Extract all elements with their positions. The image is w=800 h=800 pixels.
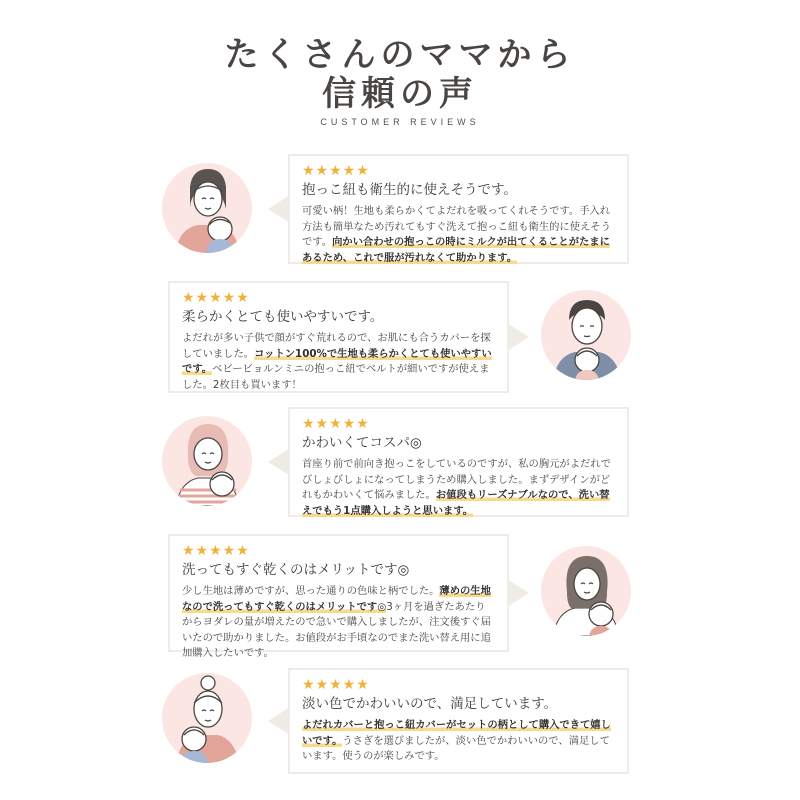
rating-stars: ★★★★★ [302,416,370,432]
mother-with-baby-icon [162,416,252,506]
review-highlight: お値段もリーズナブルなので、洗い替えでもう1点購入しようと思います。 [302,489,610,517]
review-heading: 柔らかくとても使いやすいです。 [182,309,384,325]
review-highlight: 薄めの生地なので洗ってもすぐ乾くのはメリットです◎ [182,585,491,613]
review-avatar-2 [541,290,631,380]
review-text: 首座り前で前向き抱っこをしているのですが、私の胸元がよだれでびしょびしょになってしまうため購入しました。まずデザインがどれもかわいくて悩みました。 [302,458,611,502]
review-text: ベビービョルンミニの抱っこ紐でベルトが細いですが使えました。2枚目も買います！ [182,363,490,391]
rating-stars: ★★★★★ [182,543,250,559]
mother-with-baby-icon [162,673,252,763]
review-body [302,718,615,765]
review-body [302,457,615,519]
mother-with-baby-icon [541,546,631,636]
review-card-3 [288,407,629,517]
page-title-line1: たくさんのママから [224,35,576,75]
review-text: 少し生地は薄めですが、思った通りの色味と柄でした。 [182,585,440,597]
review-body [182,584,495,662]
review-avatar-4 [541,546,631,636]
review-text: 可愛い柄！生地も柔らかくてよだれを吸ってくれそうです。手入れ方法も簡単なため汚れてもすぐ洗えて抱っこ紐も衛生的に使えそうです。 [302,205,611,249]
review-avatar-3 [162,416,252,506]
review-avatar-1 [162,163,252,253]
review-heading: 洗ってもすぐ乾くのはメリットです◎ [182,562,410,578]
review-heading: 淡い色でかわいいので、満足しています。 [302,696,558,712]
review-heading: 抱っこ紐も衛生的に使えそうです。 [302,182,517,198]
review-card-5 [288,668,629,774]
father-with-baby-icon [541,290,631,380]
review-text: うさぎを選びましたが、淡い色でかわいいので、満足しています。使うのが楽しみです。 [302,734,610,763]
review-highlight: コットン100%で生地も柔らかくとても使いやすいです。 [182,347,492,376]
mother-with-baby-icon [162,163,252,253]
rating-stars: ★★★★★ [182,290,250,306]
review-heading: かわいくてコスパ◎ [302,435,422,451]
review-text: 3ヶ月を過ぎたあたりからヨダレの量が増えたので急いで購入しましたが、注文後すぐ届いたので助かりました。お値段がお手頃なのでまた洗い替え用に追加購入したいです。 [182,600,491,660]
review-card-2 [168,281,509,393]
review-card-1 [288,154,629,264]
review-body [302,204,615,266]
rating-stars: ★★★★★ [302,163,370,179]
rating-stars: ★★★★★ [302,677,370,693]
review-body [182,331,495,393]
review-avatar-5 [162,673,252,763]
review-card-4 [168,534,509,660]
review-highlight: 向かい合わせの抱っこの時にミルクが出てくることがたまにあるため、これで服が汚れなくて助かります。 [302,236,610,264]
page-title-line2: 信頼の声 [322,74,478,114]
review-text: よだれが多い子供で顔がすぐ荒れるので、お肌にも合うカバーを探していました。 [182,332,491,360]
page-subtitle: CUSTOMER REVIEWS [320,117,480,127]
review-highlight: よだれカバーと抱っこ紐カバーがセットの柄として購入できて嬉しいです。 [302,719,611,747]
